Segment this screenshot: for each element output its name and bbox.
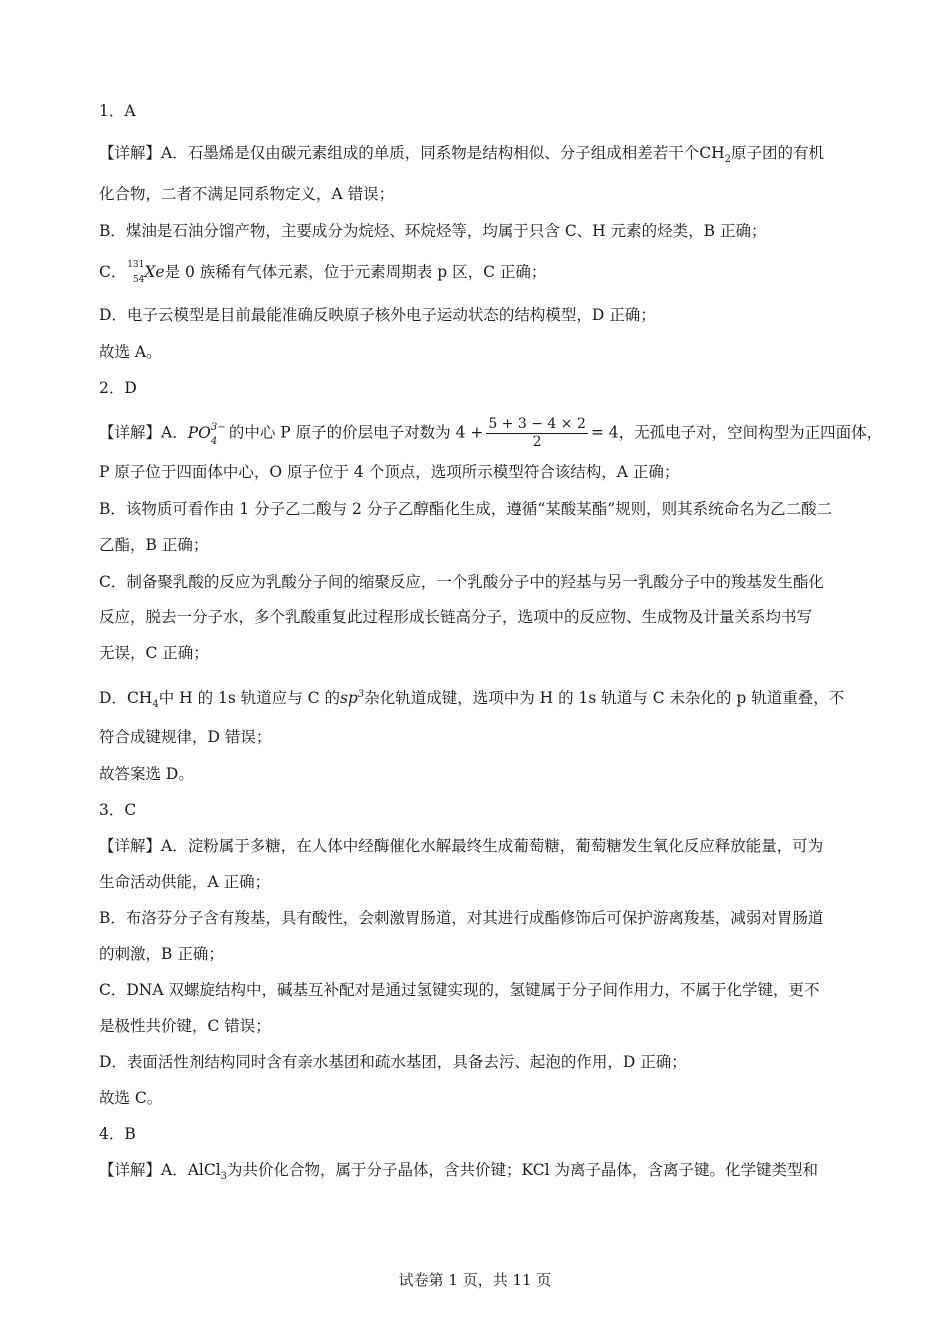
q4-answer: 4．B (99, 1125, 136, 1143)
q3-option-a-line2: 生命活动供能，A 正确； (99, 873, 271, 891)
q2-option-c-line3: 无误，C 正确； (99, 644, 209, 662)
q3-answer: 3．C (99, 801, 137, 819)
q2-option-a: 【详解】A．PO 3− 4 的中心 P 原子的价层电子对数为 4 + $\frac{5 + 3 - 4 \times 2}{2}$ = 4，无孤电子对，空间构型为正四面体， (99, 416, 883, 450)
q1-conclusion: 故选 A。 (99, 343, 162, 361)
q2-option-c-line2: 反应，脱去一分子水，多个乳酸重复此过程形成长链高分子，选项中的反应物、生成物及计量关系均书写 (99, 608, 813, 626)
q4-option-a: 【详解】A．AlCl$_3$为共价化合物，属于分子晶体，含共价键；KCl 为离子晶体，含离子键。化学键类型和 (99, 1161, 818, 1183)
valence-fraction: $\frac{5 + 3 - 4 \times 2}{2}$ (488, 416, 586, 450)
ch4-formula: $CH_4$ (126, 689, 159, 711)
q1-option-b: B．煤油是石油分馏产物，主要成分为烷烃、环烷烃等，均属于只含 C、H 元素的烃类，B 正确； (99, 222, 767, 240)
q2-option-b-line1: B．该物质可看作由 1 分子乙二酸与 2 分子乙醇酯化生成，遵循“某酸某酯”规则，则其系统命名为乙二酸二 (99, 500, 833, 518)
q2-answer: 2．D (99, 379, 137, 397)
q2-option-d-cont: 符合成键规律，D 错误； (99, 728, 272, 746)
po4-ion: PO 3− 4 (187, 421, 226, 447)
q2-conclusion: 故答案选 D。 (99, 765, 194, 783)
q3-conclusion: 故选 C。 (99, 1089, 163, 1107)
q2-option-a-cont: P 原子位于四面体中心，O 原子位于 4 个顶点，选项所示模型符合该结构，A 正确； (99, 463, 680, 481)
q1-answer: 1．A (99, 102, 136, 120)
xe-isotope: 131 54 (127, 260, 145, 285)
ch2-formula: $CH_2$ (699, 144, 731, 166)
q3-option-d: D．表面活性剂结构同时含有亲水基团和疏水基团，具备去污、起泡的作用，D 正确； (99, 1053, 687, 1071)
q1-option-c: C． 131 54 Xe是 0 族稀有气体元素，位于元素周期表 p 区，C 正确； (99, 260, 547, 285)
sp3-label: $sp^3$ (339, 689, 365, 708)
q3-option-c-line2: 是极性共价键，C 错误； (99, 1017, 271, 1035)
q3-option-b-line1: B．布洛芬分子含有羧基，具有酸性，会刺激胃肠道，对其进行成酯修饰后可保护游离羧基，减弱对胃肠道 (99, 909, 824, 927)
q1-option-a: 【详解】A．石墨烯是仅由碳元素组成的单质，同系物是结构相似、分子组成相差若干个$CH_2$原子团的有机 (99, 144, 824, 166)
q3-option-a-line1: 【详解】A．淀粉属于多糖，在人体中经酶催化水解最终生成葡萄糖，葡萄糖发生氧化反应释放能量，可为 (99, 837, 824, 855)
page-footer: 试卷第 1 页，共 11 页 (398, 1271, 552, 1289)
q1-option-a-cont: 化合物，二者不满足同系物定义，A 错误； (99, 185, 395, 203)
q2-option-d: D．$CH_4$中 H 的 1s 轨道应与 C 的$sp^3$杂化轨道成键，选项中为 H 的 1s 轨道与 C 未杂化的 p 轨道重叠，不 (99, 689, 845, 711)
q3-option-b-line2: 的刺激，B 正确； (99, 945, 224, 963)
q2-option-b-line2: 乙酯，B 正确； (99, 536, 209, 554)
q1-option-d: D．电子云模型是目前最能准确反映原子核外电子运动状态的结构模型，D 正确； (99, 306, 656, 324)
q3-option-c-line1: C．DNA 双螺旋结构中，碱基互补配对是通过氢键实现的，氢键属于分子间作用力，不属于化学键，更不 (99, 981, 820, 999)
q2-option-c-line1: C．制备聚乳酸的反应为乳酸分子间的缩聚反应，一个乳酸分子中的羟基与另一乳酸分子中的羧基发生酯化 (99, 573, 824, 591)
